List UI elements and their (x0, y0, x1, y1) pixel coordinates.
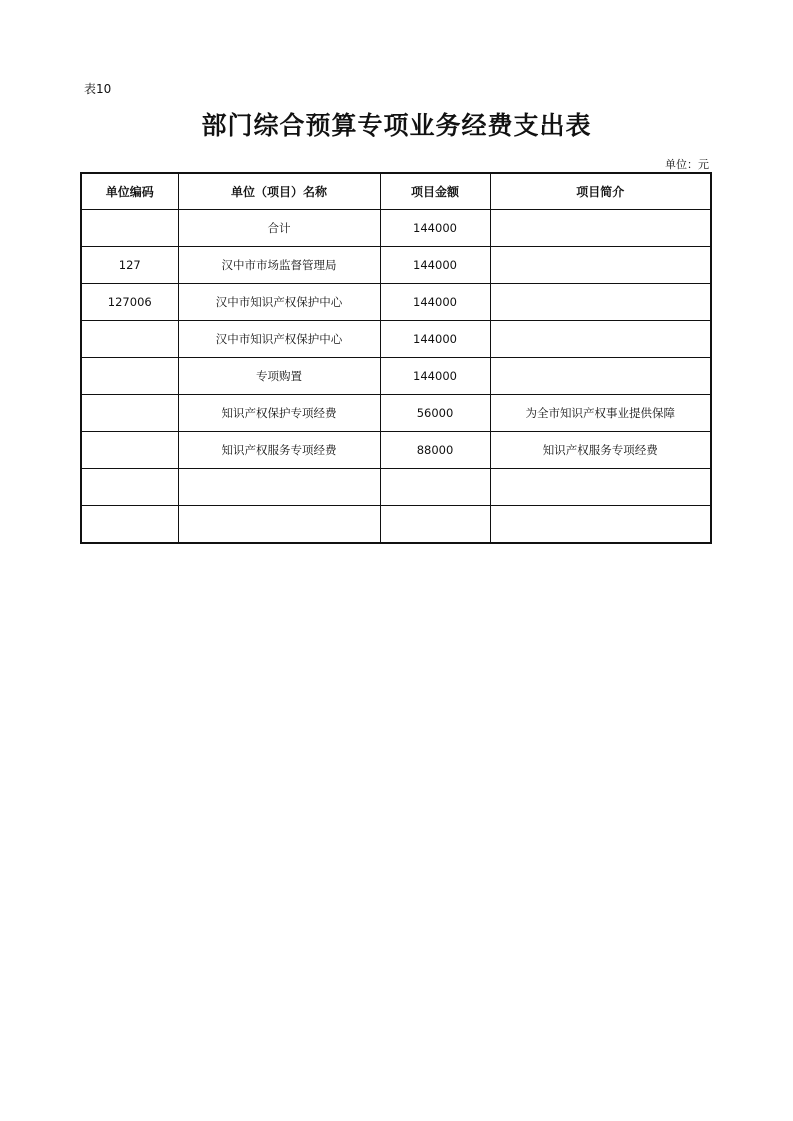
cell-code (81, 210, 178, 247)
table-row (81, 284, 711, 321)
cell-name (178, 506, 380, 544)
cell-amount: 144000 (380, 210, 490, 247)
table-row (81, 247, 711, 284)
cell-intro (490, 469, 711, 506)
cell-name: 汉中市知识产权保护中心 (178, 284, 380, 321)
cell-amount (380, 469, 490, 506)
cell-amount (380, 506, 490, 544)
cell-amount: 88000 (380, 432, 490, 469)
cell-name: 知识产权保护专项经费 (178, 395, 380, 432)
cell-intro (490, 506, 711, 544)
cell-amount: 144000 (380, 358, 490, 395)
table-row (81, 210, 711, 247)
table-number: 表10 (84, 82, 112, 96)
cell-intro (490, 321, 711, 358)
cell-amount: 144000 (380, 247, 490, 284)
table-row (81, 469, 711, 506)
cell-code (81, 358, 178, 395)
cell-name: 汉中市市场监督管理局 (178, 247, 380, 284)
unit-label: 单位：元 (665, 158, 709, 171)
table-row (81, 506, 711, 544)
cell-name: 专项购置 (178, 358, 380, 395)
column-header-name: 单位（项目）名称 (178, 173, 380, 210)
cell-name: 汉中市知识产权保护中心 (178, 321, 380, 358)
column-header-amount: 项目金额 (380, 173, 490, 210)
table-header-row (81, 173, 711, 210)
cell-amount: 144000 (380, 284, 490, 321)
cell-amount: 144000 (380, 321, 490, 358)
cell-code (81, 321, 178, 358)
cell-code: 127006 (81, 284, 178, 321)
cell-code (81, 469, 178, 506)
cell-name (178, 469, 380, 506)
cell-intro (490, 210, 711, 247)
cell-name: 知识产权服务专项经费 (178, 432, 380, 469)
cell-intro (490, 358, 711, 395)
table-row (81, 432, 711, 469)
budget-table (80, 172, 712, 544)
table-row (81, 395, 711, 432)
cell-name: 合计 (178, 210, 380, 247)
cell-amount: 56000 (380, 395, 490, 432)
cell-intro: 知识产权服务专项经费 (490, 432, 711, 469)
cell-code (81, 395, 178, 432)
column-header-code: 单位编码 (81, 173, 178, 210)
cell-intro: 为全市知识产权事业提供保障 (490, 395, 711, 432)
cell-code (81, 432, 178, 469)
cell-intro (490, 247, 711, 284)
table-row (81, 321, 711, 358)
cell-code: 127 (81, 247, 178, 284)
table-row (81, 358, 711, 395)
column-header-intro: 项目简介 (490, 173, 711, 210)
page-title: 部门综合预算专项业务经费支出表 (201, 111, 592, 140)
cell-code (81, 506, 178, 544)
cell-intro (490, 284, 711, 321)
